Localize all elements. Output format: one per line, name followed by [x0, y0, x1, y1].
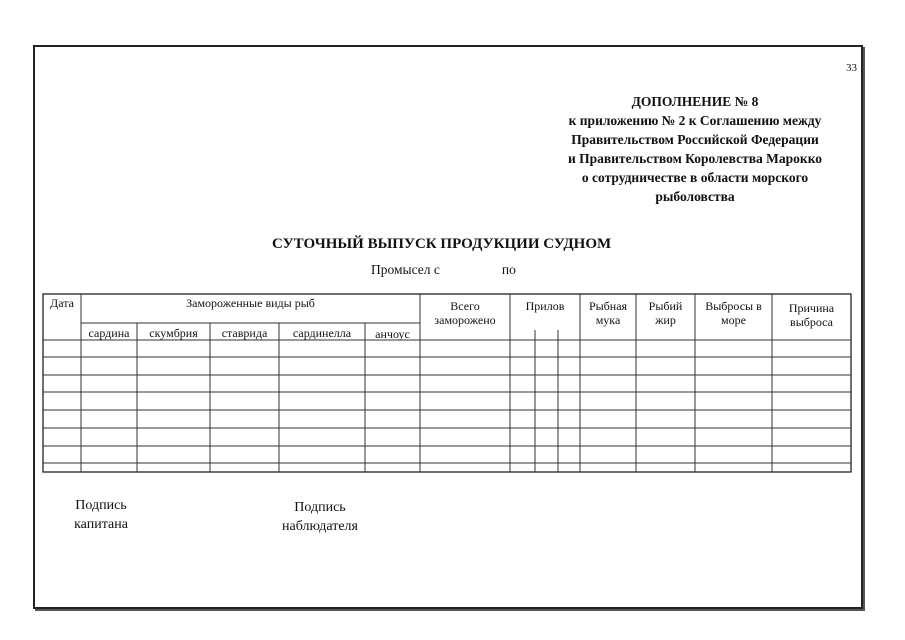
appendix-line: о сотрудничестве в области морского [581, 170, 809, 185]
header-line: жир [655, 313, 676, 327]
signature-label: наблюдателя [282, 519, 358, 534]
fishery-to-label: по [501, 262, 516, 277]
col-header-species: сардинелла [292, 326, 352, 340]
signature-label: капитана [74, 517, 128, 532]
signature-label: Подпись [75, 498, 127, 513]
header-line: заморожено [434, 313, 496, 327]
appendix-line: к приложению № 2 к Соглашению между [568, 113, 822, 128]
col-header-species: ставрида [221, 326, 268, 340]
header-line: Рыбная [588, 299, 628, 313]
col-header-date: Дата [50, 296, 74, 310]
page-number: 33 [846, 62, 857, 74]
col-header-discard-reason [772, 301, 851, 329]
header-line: Причина [788, 301, 835, 315]
fishery-from-label: Промысел с [371, 262, 440, 277]
form-title: СУТОЧНЫЙ ВЫПУСК ПРОДУКЦИИ СУДНОМ [272, 236, 612, 252]
header-line: Выбросы в [705, 299, 762, 313]
header-line: мука [595, 313, 621, 327]
col-header-species: скумбрия [149, 326, 198, 340]
header-line: выброса [790, 315, 833, 329]
appendix-line: рыболовства [655, 189, 735, 204]
appendix-line: Правительством Российской Федерации [571, 132, 819, 147]
col-header-bycatch: Прилов [525, 299, 565, 313]
col-header-fish-oil [636, 299, 695, 327]
header-line: Всего [450, 299, 480, 313]
header-line: Рыбий [648, 299, 683, 313]
col-header-fishmeal [580, 299, 636, 327]
col-header-species: сардина [88, 326, 130, 340]
col-header-discards [695, 299, 772, 327]
appendix-line: и Правительством Королевства Марокко [567, 151, 823, 166]
appendix-title: ДОПОЛНЕНИЕ № 8 [631, 94, 759, 109]
observer-signature [270, 498, 370, 536]
header-line: море [721, 313, 746, 327]
signature-label: Подпись [294, 500, 346, 515]
col-header-frozen-group: Замороженные виды рыб [186, 296, 315, 310]
captain-signature [55, 496, 147, 534]
col-header-species: анчоус [375, 327, 410, 341]
col-header-total-frozen [420, 299, 510, 327]
